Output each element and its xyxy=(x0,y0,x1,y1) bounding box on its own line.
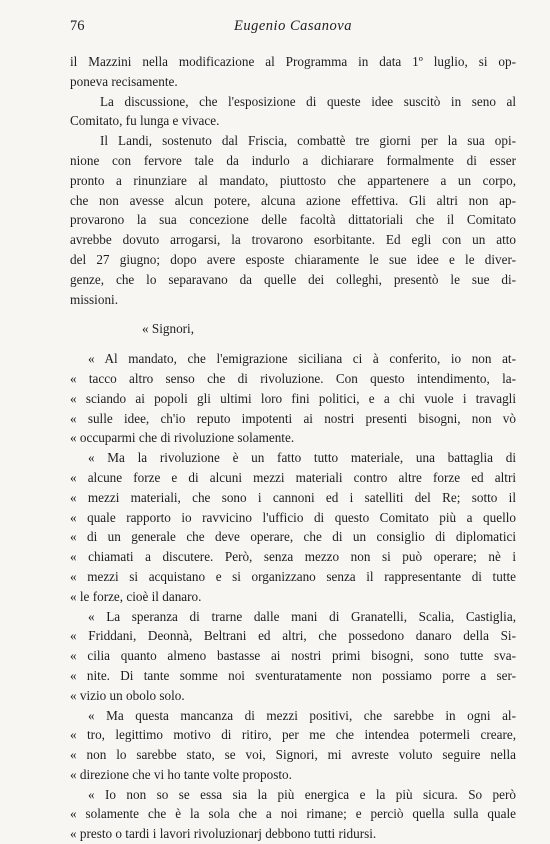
quote-line: « nite. Di tante somme noi sventuratamente non possiamo porre a ser- xyxy=(70,667,516,683)
text-line: pronto a rinunziare al mandato, piuttosto che appartenere a un corpo, xyxy=(70,172,516,188)
quote-paragraph-start: « Al mandato, che l'emigrazione siciliana ci à conferito, io non at- xyxy=(88,351,516,367)
quote-paragraph-start: « Io non so se essa sia la più energica e la più sicura. So però xyxy=(88,786,516,802)
body-text xyxy=(70,52,516,844)
quote-line: « Friddani, Deonnà, Beltrani ed altri, che possedono danaro della Si- xyxy=(70,628,516,644)
quote-line: « vizio un obolo solo. xyxy=(70,687,185,703)
quote-line: « occuparmi che di rivoluzione solamente. xyxy=(70,430,295,446)
quote-line: « sciando ai popoli gli ultimi loro fini politici, e a chi vuole i travagli xyxy=(70,390,516,406)
quote-line: « chiamati a discutere. Però, senza mezzo non si può operare; nè i xyxy=(70,549,516,565)
quote-paragraph-start: « Ma questa mancanza di mezzi positivi, che sarebbe in ogni al- xyxy=(88,707,516,723)
quote-paragraph-start: « Ma la rivoluzione è un fatto tutto materiale, una battaglia di xyxy=(88,450,516,466)
quote-line: « alcune forze e di alcuni mezzi materiali contro altre forze ed altri xyxy=(70,469,516,485)
quote-line: « le forze, cioè il danaro. xyxy=(70,588,202,604)
quote-line: « tacco altro senso che di rivoluzione. Con questo intendimento, la- xyxy=(70,370,516,386)
text-line: nione con fervore tale da indurlo a dichiarare formalmente di esser xyxy=(70,152,516,168)
running-title: Eugenio Casanova xyxy=(234,18,352,34)
text-line: del 27 giugno; dopo avere esposte chiaramente le sue idee e le diver- xyxy=(70,251,516,267)
quote-line: « tro, legittimo motivo di ritiro, per me che intendea potermeli creare, xyxy=(70,727,516,743)
quote-paragraph-start: « La speranza di trarne dalle mani di Granatelli, Scalia, Castiglia, xyxy=(88,608,516,624)
text-line: genze, che lo separavano da quelle dei colleghi, presentò le sue di- xyxy=(70,271,516,287)
text-line: il Mazzini nella modificazione al Programma in data 1º luglio, si op- xyxy=(70,54,516,69)
text-line: missioni. xyxy=(70,291,118,307)
text-line: poneva recisamente. xyxy=(70,73,178,89)
quote-line: « presto o tardi i lavori rivoluzionarj debbono tutti ridursi. xyxy=(70,826,377,842)
quote-line: « non lo sarebbe stato, se voi, Signori, mi avreste voluto seguire nella xyxy=(70,747,516,763)
quote-line: « quale rapporto io ravvicino l'ufficio di questo Comitato più a quello xyxy=(70,509,516,525)
text-line: che non avesse alcun potere, alcuna azione effettiva. Gli altri non ap- xyxy=(70,192,516,208)
page-number: 76 xyxy=(70,18,85,34)
quote-line: « solamente che è la sola che a noi rimane; e perciò quella sulla quale xyxy=(70,806,516,822)
paragraph-start-line: La discussione, che l'esposizione di queste idee suscitò in seno al xyxy=(100,93,516,109)
quote-line: « cilia quanto almeno bastasse ai nostri primi bisogni, sono tutte sva- xyxy=(70,648,516,664)
text-line: Comitato, fu lunga e vivace. xyxy=(70,113,220,129)
page-header xyxy=(70,18,516,40)
paragraph-start-line: Il Landi, sostenuto dal Friscia, combattè tre giorni per la sua opi- xyxy=(100,133,516,149)
quote-line: « di un generale che deve operare, che di un consiglio di diplomatici xyxy=(70,529,516,545)
salutation: « Signori, xyxy=(142,321,195,337)
quote-line: « mezzi materiali, che sono i cannoni ed i satelliti del Re; sotto il xyxy=(70,489,516,505)
text-line: avrebbe dovuto arrogarsi, la trovarono esorbitante. Ed egli con un atto xyxy=(70,232,516,248)
quote-line: « mezzi si acquistano e si organizzano senza il rappresentante di tutte xyxy=(70,568,516,584)
quote-line: « sulle idee, ch'io reputo impotenti ai nostri presenti bisogni, non vò xyxy=(70,410,516,426)
text-line: provarono la sua concezione delle facoltà dittatoriali che il Comitato xyxy=(70,212,516,228)
quote-line: « direzione che vi ho tante volte proposto. xyxy=(70,766,292,782)
